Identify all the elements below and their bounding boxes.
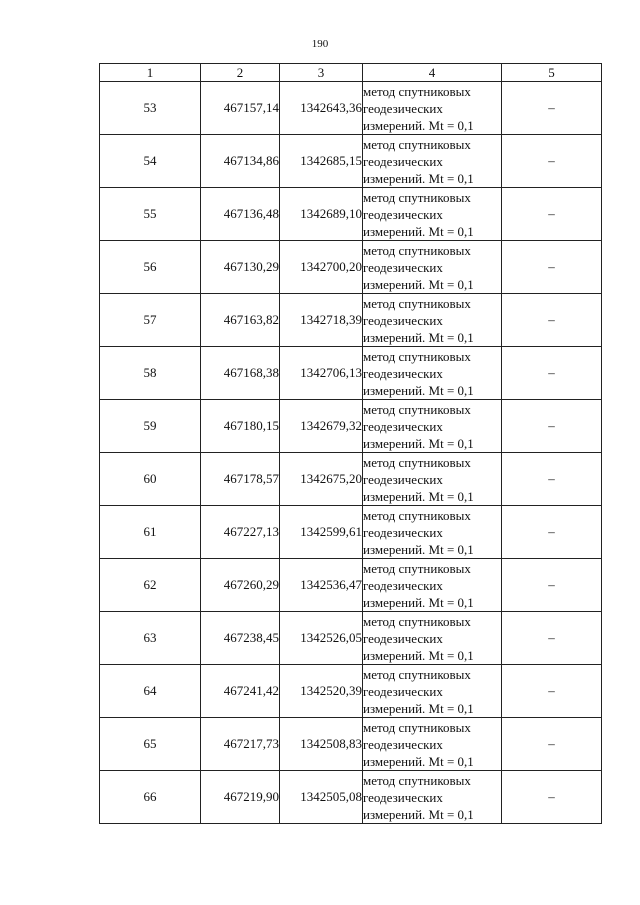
method-line: измерений. Mt = 0,1 <box>363 117 474 133</box>
note-cell: – <box>502 294 602 347</box>
table-row <box>100 718 602 771</box>
column-header-3: 3 <box>280 64 363 82</box>
method-line: метод спутниковых <box>363 136 471 152</box>
x-coordinate-cell: 467227,13 <box>201 506 280 559</box>
table-row <box>100 506 602 559</box>
x-coordinate-cell: 467134,86 <box>201 135 280 188</box>
column-header-1: 1 <box>100 64 201 82</box>
note-cell: – <box>502 453 602 506</box>
method-line: метод спутниковых <box>363 295 471 311</box>
method-cell <box>363 559 502 612</box>
y-coordinate-cell: 1342520,39 <box>280 665 363 718</box>
method-line: геодезических <box>363 365 443 381</box>
method-line: измерений. Mt = 0,1 <box>363 170 474 186</box>
point-number-cell: 60 <box>100 453 201 506</box>
note-cell: – <box>502 347 602 400</box>
method-line: измерений. Mt = 0,1 <box>363 382 474 398</box>
method-line: геодезических <box>363 789 443 805</box>
coordinates-table <box>99 63 602 824</box>
point-number-cell: 56 <box>100 241 201 294</box>
table-row <box>100 241 602 294</box>
column-header-5: 5 <box>502 64 602 82</box>
method-line: геодезических <box>363 471 443 487</box>
method-cell <box>363 241 502 294</box>
y-coordinate-cell: 1342643,36 <box>280 82 363 135</box>
point-number-cell: 54 <box>100 135 201 188</box>
method-cell <box>363 188 502 241</box>
point-number-cell: 53 <box>100 82 201 135</box>
table-row <box>100 82 602 135</box>
method-line: измерений. Mt = 0,1 <box>363 541 474 557</box>
note-cell: – <box>502 82 602 135</box>
method-line: метод спутниковых <box>363 348 471 364</box>
method-cell <box>363 453 502 506</box>
note-cell: – <box>502 771 602 824</box>
x-coordinate-cell: 467168,38 <box>201 347 280 400</box>
method-cell <box>363 294 502 347</box>
y-coordinate-cell: 1342700,20 <box>280 241 363 294</box>
table-row <box>100 188 602 241</box>
y-coordinate-cell: 1342675,20 <box>280 453 363 506</box>
method-line: геодезических <box>363 206 443 222</box>
method-line: метод спутниковых <box>363 189 471 205</box>
table-row <box>100 453 602 506</box>
table-row <box>100 400 602 453</box>
method-line: метод спутниковых <box>363 666 471 682</box>
method-line: измерений. Mt = 0,1 <box>363 647 474 663</box>
x-coordinate-cell: 467217,73 <box>201 718 280 771</box>
note-cell: – <box>502 718 602 771</box>
y-coordinate-cell: 1342526,05 <box>280 612 363 665</box>
x-coordinate-cell: 467157,14 <box>201 82 280 135</box>
x-coordinate-cell: 467130,29 <box>201 241 280 294</box>
table-body <box>100 82 602 824</box>
method-line: измерений. Mt = 0,1 <box>363 276 474 292</box>
method-cell <box>363 612 502 665</box>
point-number-cell: 61 <box>100 506 201 559</box>
method-cell <box>363 400 502 453</box>
method-cell <box>363 665 502 718</box>
method-line: геодезических <box>363 153 443 169</box>
method-line: геодезических <box>363 418 443 434</box>
table-row <box>100 347 602 400</box>
method-cell <box>363 506 502 559</box>
point-number-cell: 62 <box>100 559 201 612</box>
y-coordinate-cell: 1342505,08 <box>280 771 363 824</box>
note-cell: – <box>502 400 602 453</box>
table-header-row <box>100 64 602 82</box>
y-coordinate-cell: 1342685,15 <box>280 135 363 188</box>
method-cell <box>363 347 502 400</box>
method-line: измерений. Mt = 0,1 <box>363 223 474 239</box>
method-line: измерений. Mt = 0,1 <box>363 488 474 504</box>
method-line: метод спутниковых <box>363 401 471 417</box>
table-row <box>100 135 602 188</box>
y-coordinate-cell: 1342706,13 <box>280 347 363 400</box>
method-line: геодезических <box>363 630 443 646</box>
method-line: метод спутниковых <box>363 719 471 735</box>
method-line: геодезических <box>363 100 443 116</box>
x-coordinate-cell: 467241,42 <box>201 665 280 718</box>
method-line: геодезических <box>363 683 443 699</box>
x-coordinate-cell: 467260,29 <box>201 559 280 612</box>
method-line: измерений. Mt = 0,1 <box>363 594 474 610</box>
note-cell: – <box>502 559 602 612</box>
note-cell: – <box>502 665 602 718</box>
method-line: метод спутниковых <box>363 772 471 788</box>
method-line: геодезических <box>363 524 443 540</box>
point-number-cell: 58 <box>100 347 201 400</box>
point-number-cell: 63 <box>100 612 201 665</box>
method-line: измерений. Mt = 0,1 <box>363 435 474 451</box>
method-line: метод спутниковых <box>363 242 471 258</box>
method-cell <box>363 135 502 188</box>
method-cell <box>363 771 502 824</box>
x-coordinate-cell: 467238,45 <box>201 612 280 665</box>
y-coordinate-cell: 1342599,61 <box>280 506 363 559</box>
x-coordinate-cell: 467219,90 <box>201 771 280 824</box>
method-line: геодезических <box>363 259 443 275</box>
y-coordinate-cell: 1342718,39 <box>280 294 363 347</box>
page-number: 190 <box>311 38 329 50</box>
column-header-2: 2 <box>201 64 280 82</box>
point-number-cell: 57 <box>100 294 201 347</box>
point-number-cell: 64 <box>100 665 201 718</box>
table-row <box>100 612 602 665</box>
x-coordinate-cell: 467163,82 <box>201 294 280 347</box>
note-cell: – <box>502 188 602 241</box>
x-coordinate-cell: 467178,57 <box>201 453 280 506</box>
note-cell: – <box>502 506 602 559</box>
column-header-4: 4 <box>363 64 502 82</box>
method-cell <box>363 82 502 135</box>
table-row <box>100 559 602 612</box>
note-cell: – <box>502 241 602 294</box>
table-row <box>100 665 602 718</box>
note-cell: – <box>502 612 602 665</box>
method-cell <box>363 718 502 771</box>
x-coordinate-cell: 467180,15 <box>201 400 280 453</box>
y-coordinate-cell: 1342679,32 <box>280 400 363 453</box>
method-line: измерений. Mt = 0,1 <box>363 700 474 716</box>
method-line: геодезических <box>363 312 443 328</box>
point-number-cell: 65 <box>100 718 201 771</box>
x-coordinate-cell: 467136,48 <box>201 188 280 241</box>
point-number-cell: 66 <box>100 771 201 824</box>
method-line: метод спутниковых <box>363 454 471 470</box>
method-line: измерений. Mt = 0,1 <box>363 806 474 822</box>
point-number-cell: 55 <box>100 188 201 241</box>
y-coordinate-cell: 1342508,83 <box>280 718 363 771</box>
y-coordinate-cell: 1342536,47 <box>280 559 363 612</box>
table-row <box>100 771 602 824</box>
method-line: метод спутниковых <box>363 83 471 99</box>
method-line: измерений. Mt = 0,1 <box>363 753 474 769</box>
method-line: метод спутниковых <box>363 613 471 629</box>
note-cell: – <box>502 135 602 188</box>
method-line: геодезических <box>363 736 443 752</box>
y-coordinate-cell: 1342689,10 <box>280 188 363 241</box>
method-line: геодезических <box>363 577 443 593</box>
point-number-cell: 59 <box>100 400 201 453</box>
method-line: метод спутниковых <box>363 560 471 576</box>
method-line: измерений. Mt = 0,1 <box>363 329 474 345</box>
table-row <box>100 294 602 347</box>
method-line: метод спутниковых <box>363 507 471 523</box>
